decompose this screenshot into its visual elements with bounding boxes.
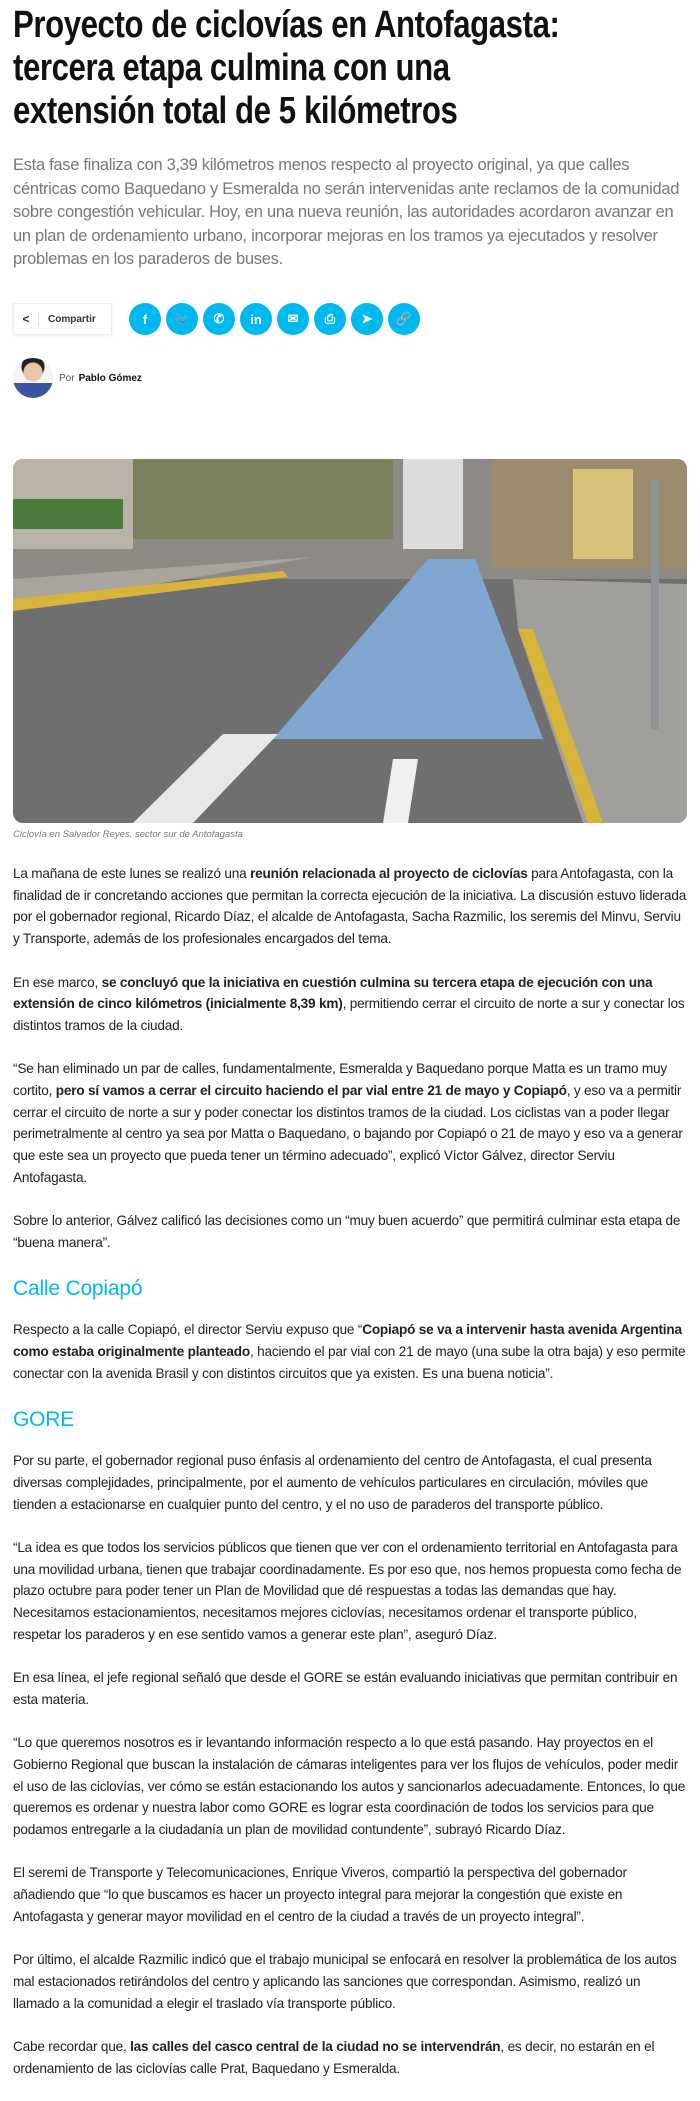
article-body (13, 863, 687, 2101)
bold-text: reunión relacionada al proyecto de ciclovías (250, 866, 528, 881)
text: Por su parte, el gobernador regional puso énfasis al ordenamiento del centro de Antofagasta, el cual presenta diversas complejidades, principalmente, por el aumento de vehículos particulares en circulación, móviles que tienden a estacionarse en cualquier punto del centro, y el no uso de paraderos del transporte público. (13, 1453, 652, 1512)
share-icon: < (14, 312, 39, 326)
bike-lane-photo (13, 459, 687, 823)
text: En ese marco, (13, 974, 102, 990)
section-heading (13, 1275, 687, 1303)
copy-link-icon: 🔗 (395, 311, 413, 326)
share-whatsapp-button[interactable] (203, 303, 235, 335)
text: Por último, el alcalde Razmilic indicó que el trabajo municipal se enfocará en resolver la problemática de los autos mal estacionados retirándolos del centro y aplicando las sanciones que correspondan. Asimismo, realizó un llamado a la comunidad a elegir el traslado vía transporte público. (13, 1952, 677, 2011)
title-line: Proyecto de ciclovías en Antofagasta: (13, 4, 560, 46)
article-photo (13, 459, 687, 823)
bold-text: se concluyó que la iniciativa en cuestión culmina su tercera etapa de ejecución con una extensión de cinco kilómetros (inicialmente 8,39 km) (13, 974, 653, 1012)
share-button[interactable] (13, 303, 112, 335)
share-print-button[interactable] (314, 303, 346, 335)
share-telegram-button[interactable] (351, 303, 383, 335)
article-paragraph (13, 1537, 687, 1646)
article-paragraph (13, 1667, 687, 1710)
text: “Lo que queremos nosotros es ir levantando información respecto a lo que está pasando. Hay proyectos en el Gobierno Regional que buscan la instalación de cámaras inteligentes para ver los flujos de vehículos, poder medir el uso de las ciclovías, ver cómo se están estacionando los autos y sancionarlos adecuadamente. Entonces, lo que queremos es ordenar y nuestra labor como GORE es lograr esta coordinación de todos los servicios para que podamos entregarle a la ciudadanía un plan de movilidad contundente”, subrayó Ricardo Díaz. (13, 1735, 686, 1837)
article-paragraph (13, 1450, 687, 1515)
article-paragraph (13, 863, 687, 950)
bold-text: pero sí vamos a cerrar el circuito haciendo el par vial entre 21 de mayo y Copiapó (55, 1083, 567, 1098)
text: , es decir, no estarán en el ordenamiento de las ciclovías calle Prat, Baquedano y Esmeralda. (13, 2038, 655, 2076)
whatsapp-icon: ✆ (213, 311, 225, 326)
text: Calle Copiapó (13, 1277, 143, 1301)
share-linkedin-button[interactable] (240, 303, 272, 335)
text: El seremi de Transporte y Telecomunicaciones, Enrique Viveros, compartió la perspectiva del gobernador añadiendo que “lo que buscamos es hacer un proyecto integral para mejorar la congestión que existe en Antofagasta y generar mayor movilidad en el centro de la ciudad a través de un proyecto integral”. (13, 1865, 627, 1924)
text: “La idea es que todos los servicios públicos que tienen que ver con el ordenamiento territorial en Antofagasta para una movilidad urbana, tienen que trabajar coordinadamente. Es por eso que, nos hemos propuesta como fecha de plazo octubre para poder tener un Plan de Movilidad que dé respuestas a todas las demandas que hay. Necesitamos estacionamientos, necesitamos mejores ciclovías, necesitamos ordenar el transporte público, respetar los paraderos y en ese sentido vamos a generar este plan”, aseguró Díaz. (13, 1539, 682, 1642)
share-email-button[interactable] (277, 303, 309, 335)
bold-text: las calles del casco central de la ciudad no se intervendrán (130, 2038, 501, 2054)
title-line: extensión total de 5 kilómetros (13, 90, 458, 132)
text: La mañana de este lunes se realizó una (13, 866, 251, 881)
share-facebook-button[interactable] (129, 303, 161, 335)
author-byline (13, 358, 687, 398)
section-heading (13, 1406, 687, 1434)
photo-caption: Ciclovía en Salvador Reyes, sector sur de Antofagasta (13, 829, 243, 840)
article-paragraph (13, 1732, 687, 1841)
author-avatar[interactable] (13, 358, 53, 398)
article-paragraph (13, 1058, 687, 1188)
share-copy-link-button[interactable] (388, 303, 420, 335)
text: para Antofagasta, con la finalidad de ir concretando acciones que permitan la correcta ejecución de la iniciativa. La discusión estuvo liderada por el gobernador regional, Ricardo Díaz, el alcalde de Antofagasta, Sacha Razmilic, los seremis del Minvu, Serviu y Transporte, además de los profesionales encargados del tema. (13, 866, 687, 947)
twitter-icon: 🐦 (173, 311, 191, 326)
article-paragraph (13, 1319, 687, 1384)
article-paragraph (13, 1949, 687, 2014)
facebook-icon: f (142, 311, 148, 327)
telegram-icon: ➤ (361, 311, 373, 326)
article-paragraph (13, 972, 687, 1037)
bold-text: Copiapó se va a intervenir hasta avenida Argentina como estaba originalmente planteado (13, 1322, 682, 1359)
text: Cabe recordar que, (13, 2038, 131, 2054)
article-paragraph (13, 1210, 687, 1253)
text: “Se han eliminado un par de calles, fundamentalmente, Esmeralda y Baquedano porque Matta es un tramo muy cortito, (13, 1061, 667, 1098)
author-name[interactable]: Pablo Gómez (78, 372, 142, 384)
text: Respecto a la calle Copiapó, el director Serviu expuso que “ (13, 1322, 363, 1338)
linkedin-icon: in (250, 311, 262, 327)
share-twitter-button[interactable] (166, 303, 198, 335)
article-title (13, 4, 687, 133)
print-icon: ⎙ (324, 311, 336, 326)
article-subtitle: Esta fase finaliza con 3,39 kilómetros menos respecto al proyecto original, ya que calles céntricas como Baquedano y Esmeralda no serán intervenidas ante reclamos de la comunidad sobre congestión vehicular. Hoy, en una nueva reunión, las autoridades acordaron avanzar en un plan de ordenamiento urbano, incorporar mejoras en los tramos ya ejecutados y resolver problemas en los paraderos de buses. (13, 156, 680, 268)
article-paragraph (13, 2036, 687, 2079)
share-bar (13, 303, 687, 335)
text: GORE (13, 1408, 75, 1432)
email-icon: ✉ (287, 311, 299, 326)
share-label: Compartir (48, 313, 96, 325)
text: Sobre lo anterior, Gálvez calificó las decisiones como un “muy buen acuerdo” que permitirá culminar esta etapa de “buena manera”. (13, 1213, 681, 1250)
text: En esa línea, el jefe regional señaló que desde el GORE se están evaluando iniciativas que permitan contribuir en esta materia. (13, 1670, 678, 1707)
text: , haciendo el par vial con 21 de mayo (una sube la otra baja) y eso permite conectar con la avenida Brasil y con distintos circuitos que ya existen. Es una buena noticia”. (13, 1344, 686, 1381)
title-line: tercera etapa culmina con una (13, 47, 450, 89)
text: , y eso va a permitir cerrar el circuito de norte a sur y poder conectar los distintos tramos de la ciudad. Los ciclistas van a poder llegar perimetralmente al centro ya sea por Matta o Baquedano, o bajando por Copiapó o 21 de mayo y eso va a generar que este sea un proyecto que pueda tener un término adecuado”, explicó Víctor Gálvez, director Serviu Antofagasta. (13, 1083, 683, 1185)
article-paragraph (13, 1862, 687, 1927)
text: , permitiendo cerrar el circuito de norte a sur y conectar los distintos tramos de la ciudad. (13, 996, 685, 1033)
author-prefix: Por (59, 372, 75, 384)
